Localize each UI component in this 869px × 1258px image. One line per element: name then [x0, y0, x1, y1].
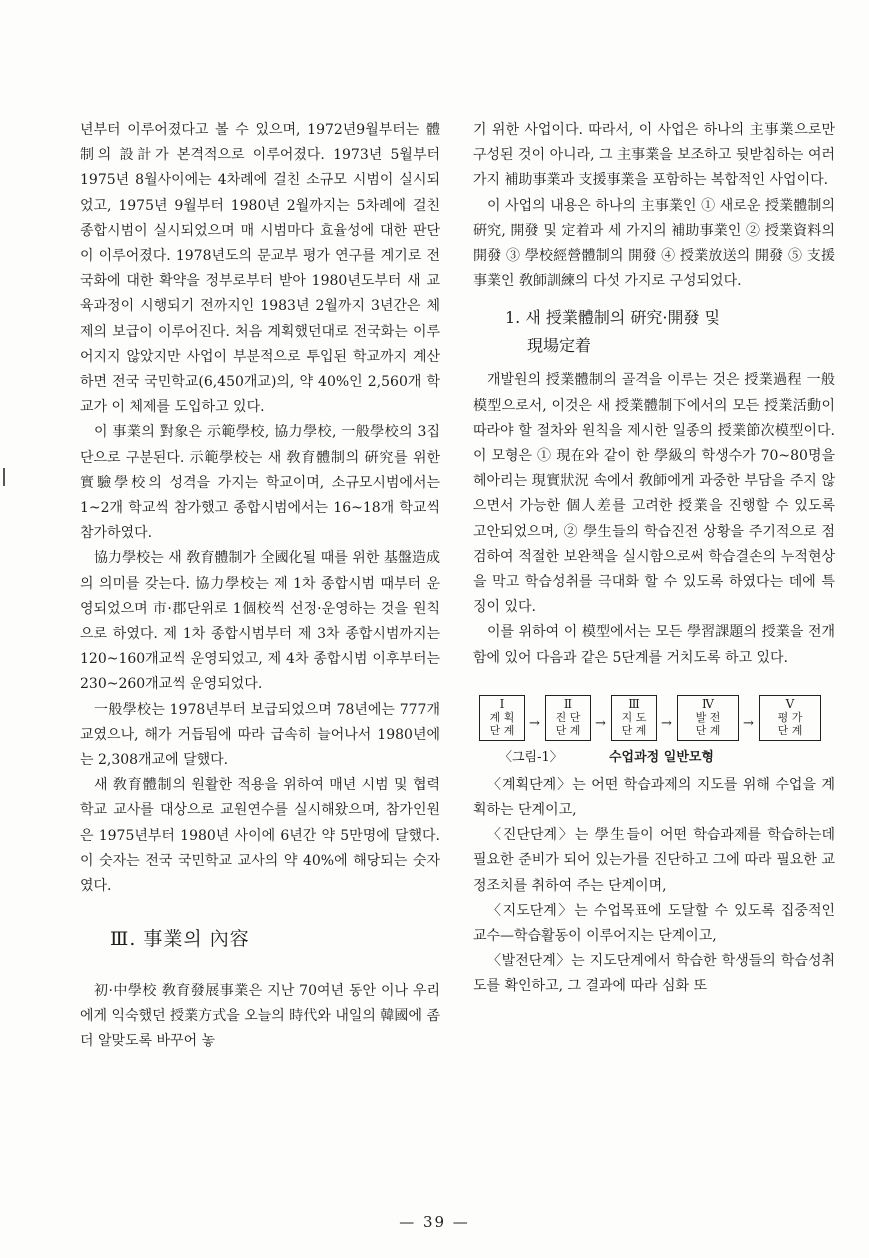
figure-label: 〈그림-1〉: [499, 749, 563, 765]
step-label: 단 계: [489, 723, 515, 737]
step-label: 단 계: [555, 723, 581, 737]
right-paragraph-4: 이를 위하여 이 模型에서는 모든 學習課題의 授業을 전개함에 있어 다음과 같은 5단계를 거치도록 하고 있다.: [473, 624, 835, 666]
arrow-icon: →: [661, 715, 672, 731]
step-box-development: [677, 695, 739, 741]
left-paragraph-1: 년부터 이루어졌다고 볼 수 있으며, 1972년9월부터는 體制의 設計가 본격적으로 이루어졌다. 1973년 5월부터 1975년 8월사이에는 4차례에 걸친 소규모 시범이 실시되었고, 1975년 9월부터 1980년 2월까지는 5차례에 걸친 종합시범이 실시되었으며 매 시범마다 효율성에 대한 판단이 이루어졌다. 1978년도의 문교부 평가 연구를 계기로 전국화에 대한 확약을 정부로부터 받아 1980년도부터 새 교육과정이 시행되기 전까지인 1983년 2월까지 3년간은 체제의 보급이 이루어진다. 처음 계획했던대로 전국화는 이루어지지 않았지만 사업이 부분적으로 투입된 학교까지 계산하면 전국 국민학교(6,450개교)의, 약 40%인 2,560개 학교가 이 체제를 도입하고 있다.: [80, 122, 440, 416]
left-paragraph-2: 이 事業의 對象은 示範學校, 協力學校, 一般學校의 3집단으로 구분된다. 示範學校는 새 敎育體制의 硏究를 위한 實驗學校의 성격을 가지는 학교이며, 소규모시범에서는 1~2개 학교씩 참가했고 종합시범에서는 16~18개 학교씩 참가하였다.: [80, 424, 440, 542]
right-paragraph-2: 이 사업의 내용은 하나의 主事業인 ① 새로운 授業體制의 硏究, 開發 및 定着과 세 가지의 補助事業인 ② 授業資料의 開發 ③ 學校經營體制의 開發 ④ 授業放送의 開發 ⑤ 支援事業인 敎師訓練의 다섯 가지로 구성되었다.: [473, 197, 835, 290]
left-paragraph-6: 初·中學校 敎育發展事業은 지난 70여년 동안 이나 우리에게 익숙했던 授業方式을 오늘의 時代와 내일의 韓國에 좀 더 알맞도록 바꾸어 놓: [80, 982, 440, 1049]
left-paragraph-5: 새 敎育體制의 원활한 적용을 위하여 매년 시범 및 협력학교 교사를 대상으로 교원연수를 실시해왔으며, 참가인원은 1975년부터 1980년 사이에 6년간 약 5만명에 달했다. 이 숫자는 전국 국민학교 교사의 약 40%에 해당되는 숫자였다.: [80, 777, 440, 895]
left-paragraph-4: 一般學校는 1978년부터 보급되었으며 78년에는 777개교였으나, 해가 거듭됨에 따라 급속히 늘어나서 1980년에는 2,308개교에 달했다.: [80, 701, 440, 769]
page-number: — 39 —: [399, 1213, 470, 1231]
left-paragraph-3: 協力學校는 새 敎育體制가 全國化될 때를 위한 基盤造成의 의미를 갖는다. 協力學校는 제 1차 종합시범 때부터 운영되었으며 市·郡단위로 1個校씩 선정·운영하는 것을 원칙으로 하였다. 제 1차 종합시범부터 제 3차 종합시범까지는 120~160개교씩 운영되었고, 제 4차 종합시범 이후부터는 230~260개교씩 운영되었다.: [80, 550, 440, 693]
subheading-line-2: 現場定着: [527, 336, 592, 356]
step-label: 계 획: [489, 710, 515, 724]
step-number: Ⅳ: [702, 696, 714, 711]
step-label: 단 계: [777, 723, 803, 737]
step-label: 단 계: [695, 723, 721, 737]
right-paragraph-3: 개발원의 授業體制의 골격을 이루는 것은 授業過程 一般模型으로서, 이것은 새 授業體制下에서의 모든 授業活動이 따라야 할 절차와 원칙을 제시한 일종의 授業節次模型이다. 이 모형은 ① 現在와 같이 한 學級의 학생수가 70~80명을 헤아리는 現實狀況 속에서 敎師에게 과중한 부담을 주지 않으면서 가능한 個人差를 고려한 授業을 진행할 수 있도록 고안되었으며, ② 學生들의 학습진전 상황을 주기적으로 점검하여 적절한 보완책을 실시함으로써 학습결손의 누적현상을 막고 학습성취를 극대화 할 수 있도록 하였다는 데에 특징이 있다.: [473, 372, 835, 616]
right-paragraph-5: 〈계획단계〉는 어떤 학습과제의 지도를 위해 수업을 계획하는 단계이고,: [473, 776, 835, 819]
right-column: [473, 118, 835, 1000]
step-label: 지 도: [621, 710, 647, 724]
step-number: V: [785, 696, 795, 711]
right-paragraph-8: 〈발전단계〉는 지도단계에서 학습한 학생들의 학습성취도를 확인하고, 그 결과에 따라 심화 또: [473, 953, 835, 995]
step-box-diagnosis: [545, 695, 591, 741]
subheading: [505, 304, 835, 360]
step-label: 발 전: [695, 710, 721, 724]
subheading-line-1: 1. 새 授業體制의 硏究·開發 및: [505, 308, 721, 328]
step-box-instruction: [611, 695, 657, 741]
step-label: 단 계: [621, 723, 647, 737]
right-paragraph-6: 〈진단단계〉는 學生들이 어떤 학습과제를 학습하는데 필요한 준비가 되어 있는가를 진단하고 그에 따라 필요한 교정조치를 취하여 주는 단계이며,: [473, 827, 835, 894]
section-heading: Ⅲ. 事業의 內容: [110, 928, 250, 951]
step-number: Ⅱ: [563, 696, 573, 711]
step-label: 평 가: [777, 710, 803, 724]
right-paragraph-7: 〈지도단계〉는 수업목표에 도달할 수 있도록 집중적인 교수—학습활동이 이루어지는 단계이고,: [473, 902, 835, 945]
process-diagram: [479, 689, 829, 767]
arrow-icon: →: [743, 715, 754, 731]
left-column: [80, 118, 440, 1054]
step-number: I: [499, 696, 505, 711]
figure-title: 수업과정 일반모형: [609, 749, 714, 765]
step-label: 진 단: [555, 710, 581, 724]
step-box-evaluation: [759, 695, 821, 741]
step-box-planning: [479, 695, 525, 741]
binding-mark: [3, 468, 5, 486]
right-paragraph-1: 기 위한 사업이다. 따라서, 이 사업은 하나의 主事業으로만 구성된 것이 아니라, 그 主事業을 보조하고 뒷받침하는 여러가지 補助事業과 支援事業을 포함하는 복합적인 사업이다.: [473, 122, 835, 189]
step-number: Ⅲ: [628, 696, 640, 711]
arrow-icon: →: [595, 715, 606, 731]
arrow-icon: →: [529, 715, 540, 731]
